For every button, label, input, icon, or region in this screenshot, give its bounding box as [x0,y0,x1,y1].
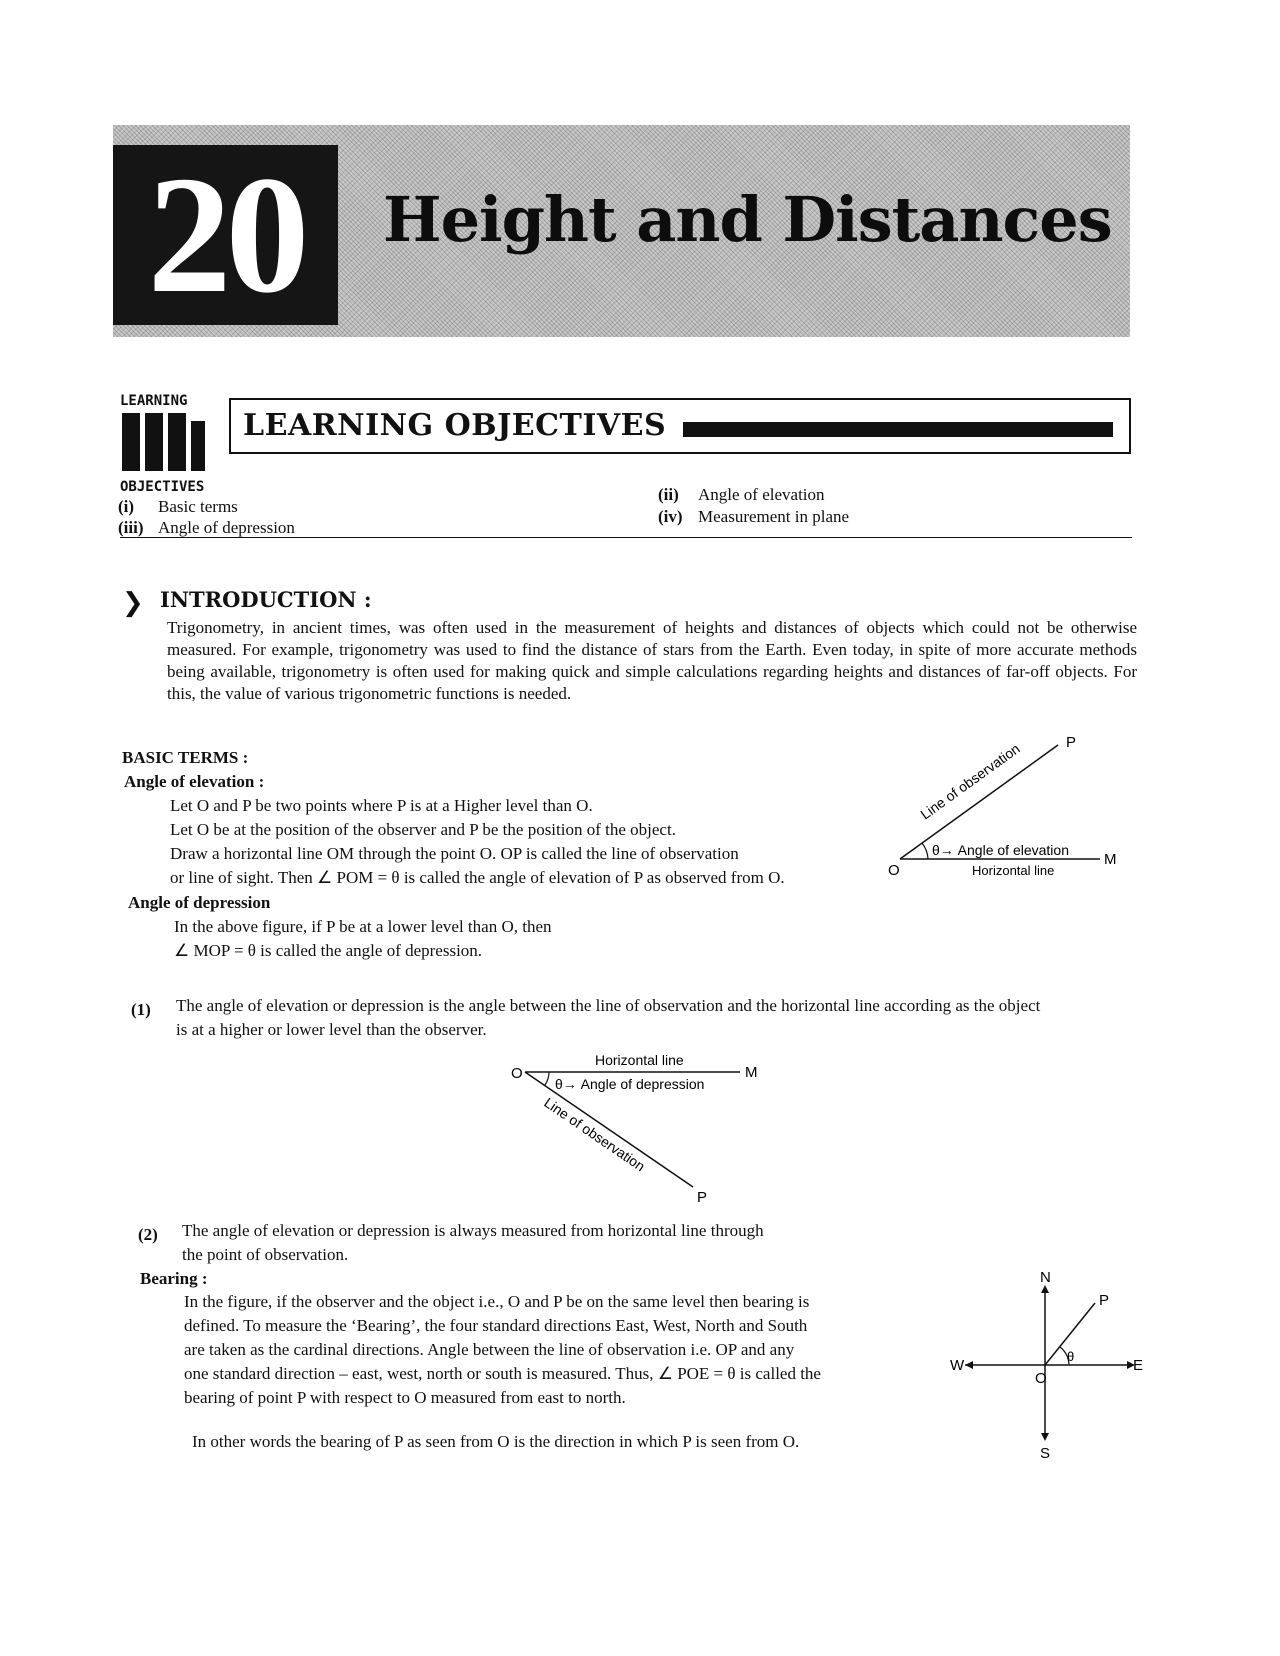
learning-objectives-box [229,398,1131,454]
point-number: (1) [131,1000,151,1019]
angle-of-elevation-title: Angle of elevation : [124,772,265,791]
chevron-right-icon: ❯ [122,588,144,618]
fig-dep-angle: θ→ Angle of depression [555,1076,705,1092]
objective-text: Basic terms [158,497,238,516]
introduction-text: Trigonometry, in ancient times, was often used in the measurement of heights and distances of objects which could not be otherwise measured. For example, trigonometry was used to find the distance of stars from the Earth. Even today, in spite of more accurate methods being available, trigonometry is often used for making quick and simple calculations regarding heights and distances of far-off objects. For this, the value of various trigonometric functions is needed. [167,618,1137,703]
objective-text: Measurement in plane [698,507,850,526]
point-number: (2) [138,1225,158,1244]
point-line: The angle of elevation or depression is always measured from horizontal line through [182,1221,764,1240]
objective-number: (ii) [658,485,679,504]
point-line: the point of observation. [182,1245,349,1264]
logo-word-bottom: OBJECTIVES [120,479,205,495]
fig-dep-m: M [745,1064,758,1081]
objectives-divider [120,537,1132,538]
fig-elev-p: P [1066,734,1077,751]
fig-elev-o: O [888,862,900,875]
depression-line: In the above figure, if P be at a lower level than O, then [174,917,552,936]
bearing-compass-figure [945,1265,1145,1465]
objective-number: (iii) [118,518,144,537]
angle-of-depression-title: Angle of depression [128,893,271,912]
point-line: The angle of elevation or depression is the angle between the line of observation and the horizontal line according as the object [176,996,1041,1015]
fig-elev-angle: θ→ Angle of elevation [932,842,1069,858]
fig-elev-horizontal: Horizontal line [972,863,1055,875]
depression-line: ∠ MOP = θ is called the angle of depression. [174,941,483,960]
bearing-line: bearing of point P with respect to O measured from east to north. [184,1388,626,1407]
chapter-number-box [113,142,338,328]
fig-bearing-o: O [1035,1370,1047,1387]
fig-bearing-s: S [1040,1445,1051,1462]
elevation-line: or line of sight. Then ∠ POM = θ is called the angle of elevation of P as observed from O. [170,868,785,887]
learning-objectives-logo [120,393,220,498]
point-line: is at a higher or lower level than the observer. [176,1020,487,1039]
objective-item [118,518,295,538]
angle-of-elevation-figure [880,725,1120,875]
fig-bearing-theta: θ [1067,1349,1075,1364]
heading-bar [683,422,1113,437]
fig-dep-p: P [697,1189,708,1205]
chapter-number: 20 [147,142,304,328]
logo-word-top: LEARNING [120,393,188,409]
objective-item [658,507,849,527]
bearing-line: one standard direction – east, west, north or south is measured. Thus, ∠ POE = θ is called the [184,1364,821,1383]
fig-dep-o: O [511,1065,523,1082]
logo-bars-icon [122,413,210,471]
objective-text: Angle of elevation [698,485,825,504]
fig-bearing-n: N [1040,1269,1051,1286]
elevation-line: Draw a horizontal line OM through the point O. OP is called the line of observation [170,844,739,863]
bearing-title: Bearing : [140,1269,208,1288]
angle-of-depression-figure [505,1045,775,1205]
chapter-banner [113,125,1130,337]
elevation-line: Let O and P be two points where P is at a Higher level than O. [170,796,593,815]
fig-bearing-e: E [1133,1357,1144,1374]
fig-bearing-w: W [950,1357,965,1374]
objective-item [658,485,825,505]
bearing-closing: In other words the bearing of P as seen from O is the direction in which P is seen from O. [192,1432,800,1451]
elevation-line: Let O be at the position of the observer and P be the position of the object. [170,820,676,839]
learning-objectives-heading: LEARNING OBJECTIVES [243,408,667,443]
objective-number: (iv) [658,507,683,526]
objective-item [118,497,238,517]
introduction-title: INTRODUCTION : [160,587,372,612]
objective-text: Angle of depression [158,518,295,537]
fig-elev-m: M [1104,851,1117,868]
chapter-title: Height and Distances [383,183,1112,256]
fig-dep-horizontal: Horizontal line [595,1052,684,1068]
fig-bearing-p: P [1099,1292,1110,1309]
fig-elev-line-of-observation: Line of observation [917,740,1023,823]
basic-terms-title: BASIC TERMS : [122,748,249,767]
bearing-line: are taken as the cardinal directions. Angle between the line of observation i.e. OP and any [184,1340,795,1359]
objective-number: (i) [118,497,135,516]
bearing-line: In the figure, if the observer and the object i.e., O and P be on the same level then bearing is [184,1292,810,1311]
bearing-line: defined. To measure the ‘Bearing’, the four standard directions East, West, North and South [184,1316,808,1335]
fig-dep-line-of-observation: Line of observation [541,1094,648,1175]
